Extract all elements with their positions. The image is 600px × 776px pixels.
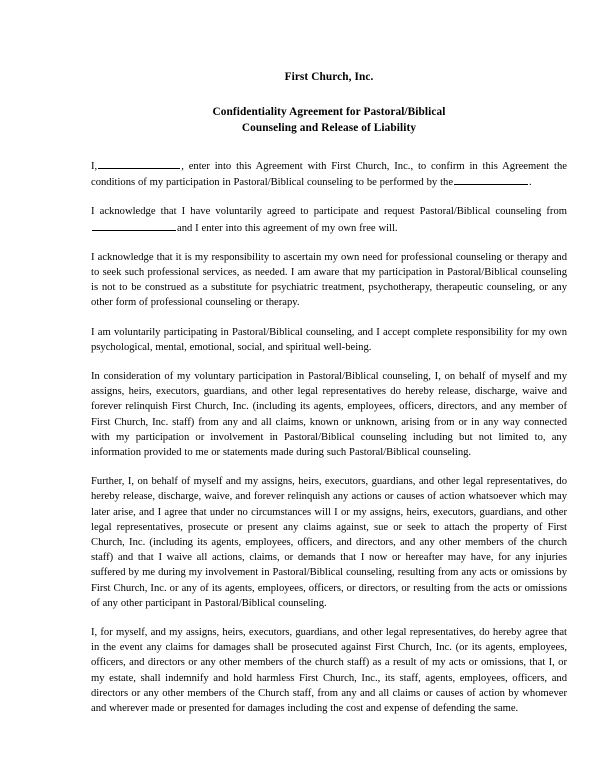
document-subtitle (91, 105, 567, 136)
paragraph-1-text-b: , enter into this Agreement with First Church, Inc., to confirm in this Agreement the conditions of my participation in Pastoral/Biblical counseling to be performed by the (91, 161, 567, 189)
paragraph-1-text-a: I, (91, 161, 98, 172)
subtitle-line-1: Confidentiality Agreement for Pastoral/Biblical (212, 106, 446, 118)
paragraph-1 (91, 158, 567, 190)
blank-field-name[interactable] (98, 158, 180, 169)
document-content (91, 0, 567, 716)
paragraph-2-text-a: I acknowledge that I have voluntarily agreed to participate and request Pastoral/Biblical counseling from (91, 206, 567, 218)
blank-field-counselor[interactable] (454, 174, 528, 185)
paragraph-5: In consideration of my voluntary participation in Pastoral/Biblical counseling, I, on behalf of myself and my assigns, heirs, executors, guardians, and other legal representatives do hereby release, discharge, waive and forever relinquish First Church, Inc. (including its agents, employees, officers, directors, and any member of First Church, Inc. staff) from any and all claims, known or unknown, arising from or in any way connected with my participation or involvement in Pastoral/Biblical counseling including but not limited to, any information provided to me or statements made during such Pastoral/Biblical counseling. (91, 371, 567, 459)
subtitle-line-2: Counseling and Release of Liability (241, 121, 417, 134)
paragraph-7: I, for myself, and my assigns, heirs, executors, guardians, and other legal representatives, do hereby agree that in the event any claims for damages shall be prosecuted against First Church, Inc. (or its agents, employees, officers, and directors or any other members of the church staff) as a result of my acts or omissions, that I, or my estate, shall indemnify and hold harmless First Church, Inc., its staff, agents, employees, officers, and directors or any other members of the Church staff, from any and all claims or causes of action by whomever and wherever made or presented for damages including the cost and expense of defending the same. (91, 627, 567, 715)
paragraph-1-text-c: . (529, 177, 532, 189)
paragraph-3: I acknowledge that it is my responsibility to ascertain my own need for professional counseling or therapy and to seek such professional services, as needed. I am aware that my participation in Pastoral/Biblical counseling is not to be construed as a substitute for psychiatric treatment, psychotherapy, therapeutic counseling, or any other form of professional counseling or therapy. (91, 251, 567, 309)
organization-title: First Church, Inc. (284, 71, 374, 83)
paragraph-2-text-b: and I enter into this agreement of my own free will. (177, 222, 398, 234)
paragraph-6: Further, I, on behalf of myself and my assigns, heirs, executors, guardians, and other legal representatives, do hereby release, discharge, waive, and forever relinquish any actions or causes of action whatsoever which may later arise, and I agree that under no circumstances will I or my assigns, heirs, executors, guardians, and other legal representatives, prosecute or present any claims against, sue or seek to attach the property of First Church, Inc. (including its agents, employees, officers, and directors, and any other members of the church staff) and that I waive all actions, claims, or demands that I now or hereafter may have, for any injuries suffered by me during my involvement in Pastoral/Biblical counseling, resulting from any acts or omissions by First Church, Inc. or any of its agents, employees, officers, or directors, or resulting from the acts or omissions of any other participant in Pastoral/Biblical counseling. (91, 476, 567, 609)
blank-field-counseling-from[interactable] (92, 220, 176, 231)
paragraph-2 (91, 204, 567, 235)
document-body (91, 158, 567, 716)
paragraph-4: I am voluntarily participating in Pastoral/Biblical counseling, and I accept complete responsibility for my own psychological, mental, emotional, social, and spiritual well-being. (91, 326, 567, 353)
